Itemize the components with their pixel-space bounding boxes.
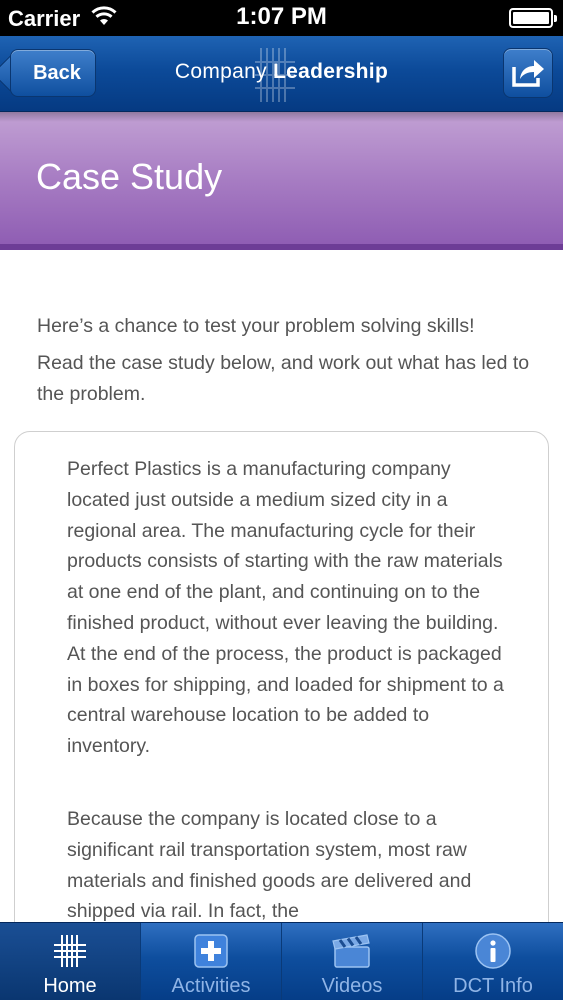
status-time: 1:07 PM	[236, 3, 327, 30]
intro-text	[37, 311, 537, 410]
nav-title-bold: Leadership	[273, 60, 389, 83]
tab-home-label: Home	[43, 975, 97, 997]
clapperboard-icon	[331, 927, 373, 975]
status-left	[8, 5, 118, 33]
intro-line-2: Read the case study below, and work out what has led to the problem.	[37, 352, 530, 405]
tab-activities-label: Activities	[171, 975, 251, 997]
tab-bar	[0, 922, 563, 1000]
info-icon	[474, 927, 512, 975]
wifi-icon	[90, 5, 118, 33]
tab-activities[interactable]	[141, 923, 282, 1000]
tab-videos-label: Videos	[321, 975, 383, 997]
back-label: Back	[33, 61, 81, 84]
nav-title-light: Company	[174, 60, 267, 83]
header-shadow	[0, 112, 563, 122]
battery-icon	[509, 8, 553, 28]
tab-dct-info-label: DCT Info	[453, 975, 533, 997]
case-study-paragraph-1: Perfect Plastics is a manufacturing company located just outside a medium sized city in a regional area. The manufacturing cycle for their products consists of starting with the raw materials at one end of the plant, and continuing on to the finished product, without ever leaving the building. At the end of the process, the product is packaged in boxes for shipping, and loaded for shipment to a central warehouse location to be added to inventory.	[67, 458, 504, 758]
share-button[interactable]	[503, 48, 553, 98]
tab-videos[interactable]	[282, 923, 423, 1000]
page-title: Case Study	[36, 156, 223, 197]
carrier-label: Carrier	[8, 6, 81, 31]
home-icon	[50, 927, 90, 975]
back-wrap	[18, 36, 108, 112]
back-button[interactable]	[10, 49, 96, 97]
tab-home[interactable]	[0, 923, 141, 1000]
navigation-bar	[0, 36, 563, 112]
case-study-paragraph-2: Because the company is located close to a significant rail transportation system, most raw materials and finished goods are delivered and shipped via rail. In fact, the	[67, 807, 472, 923]
status-bar	[0, 0, 563, 36]
intro-line-1: Here’s a chance to test your problem solving skills!	[37, 315, 475, 337]
case-study-text	[67, 454, 507, 927]
case-study-card[interactable]	[14, 431, 549, 991]
plus-icon	[193, 927, 229, 975]
tab-dct-info[interactable]	[423, 923, 563, 1000]
share-icon	[510, 57, 546, 89]
